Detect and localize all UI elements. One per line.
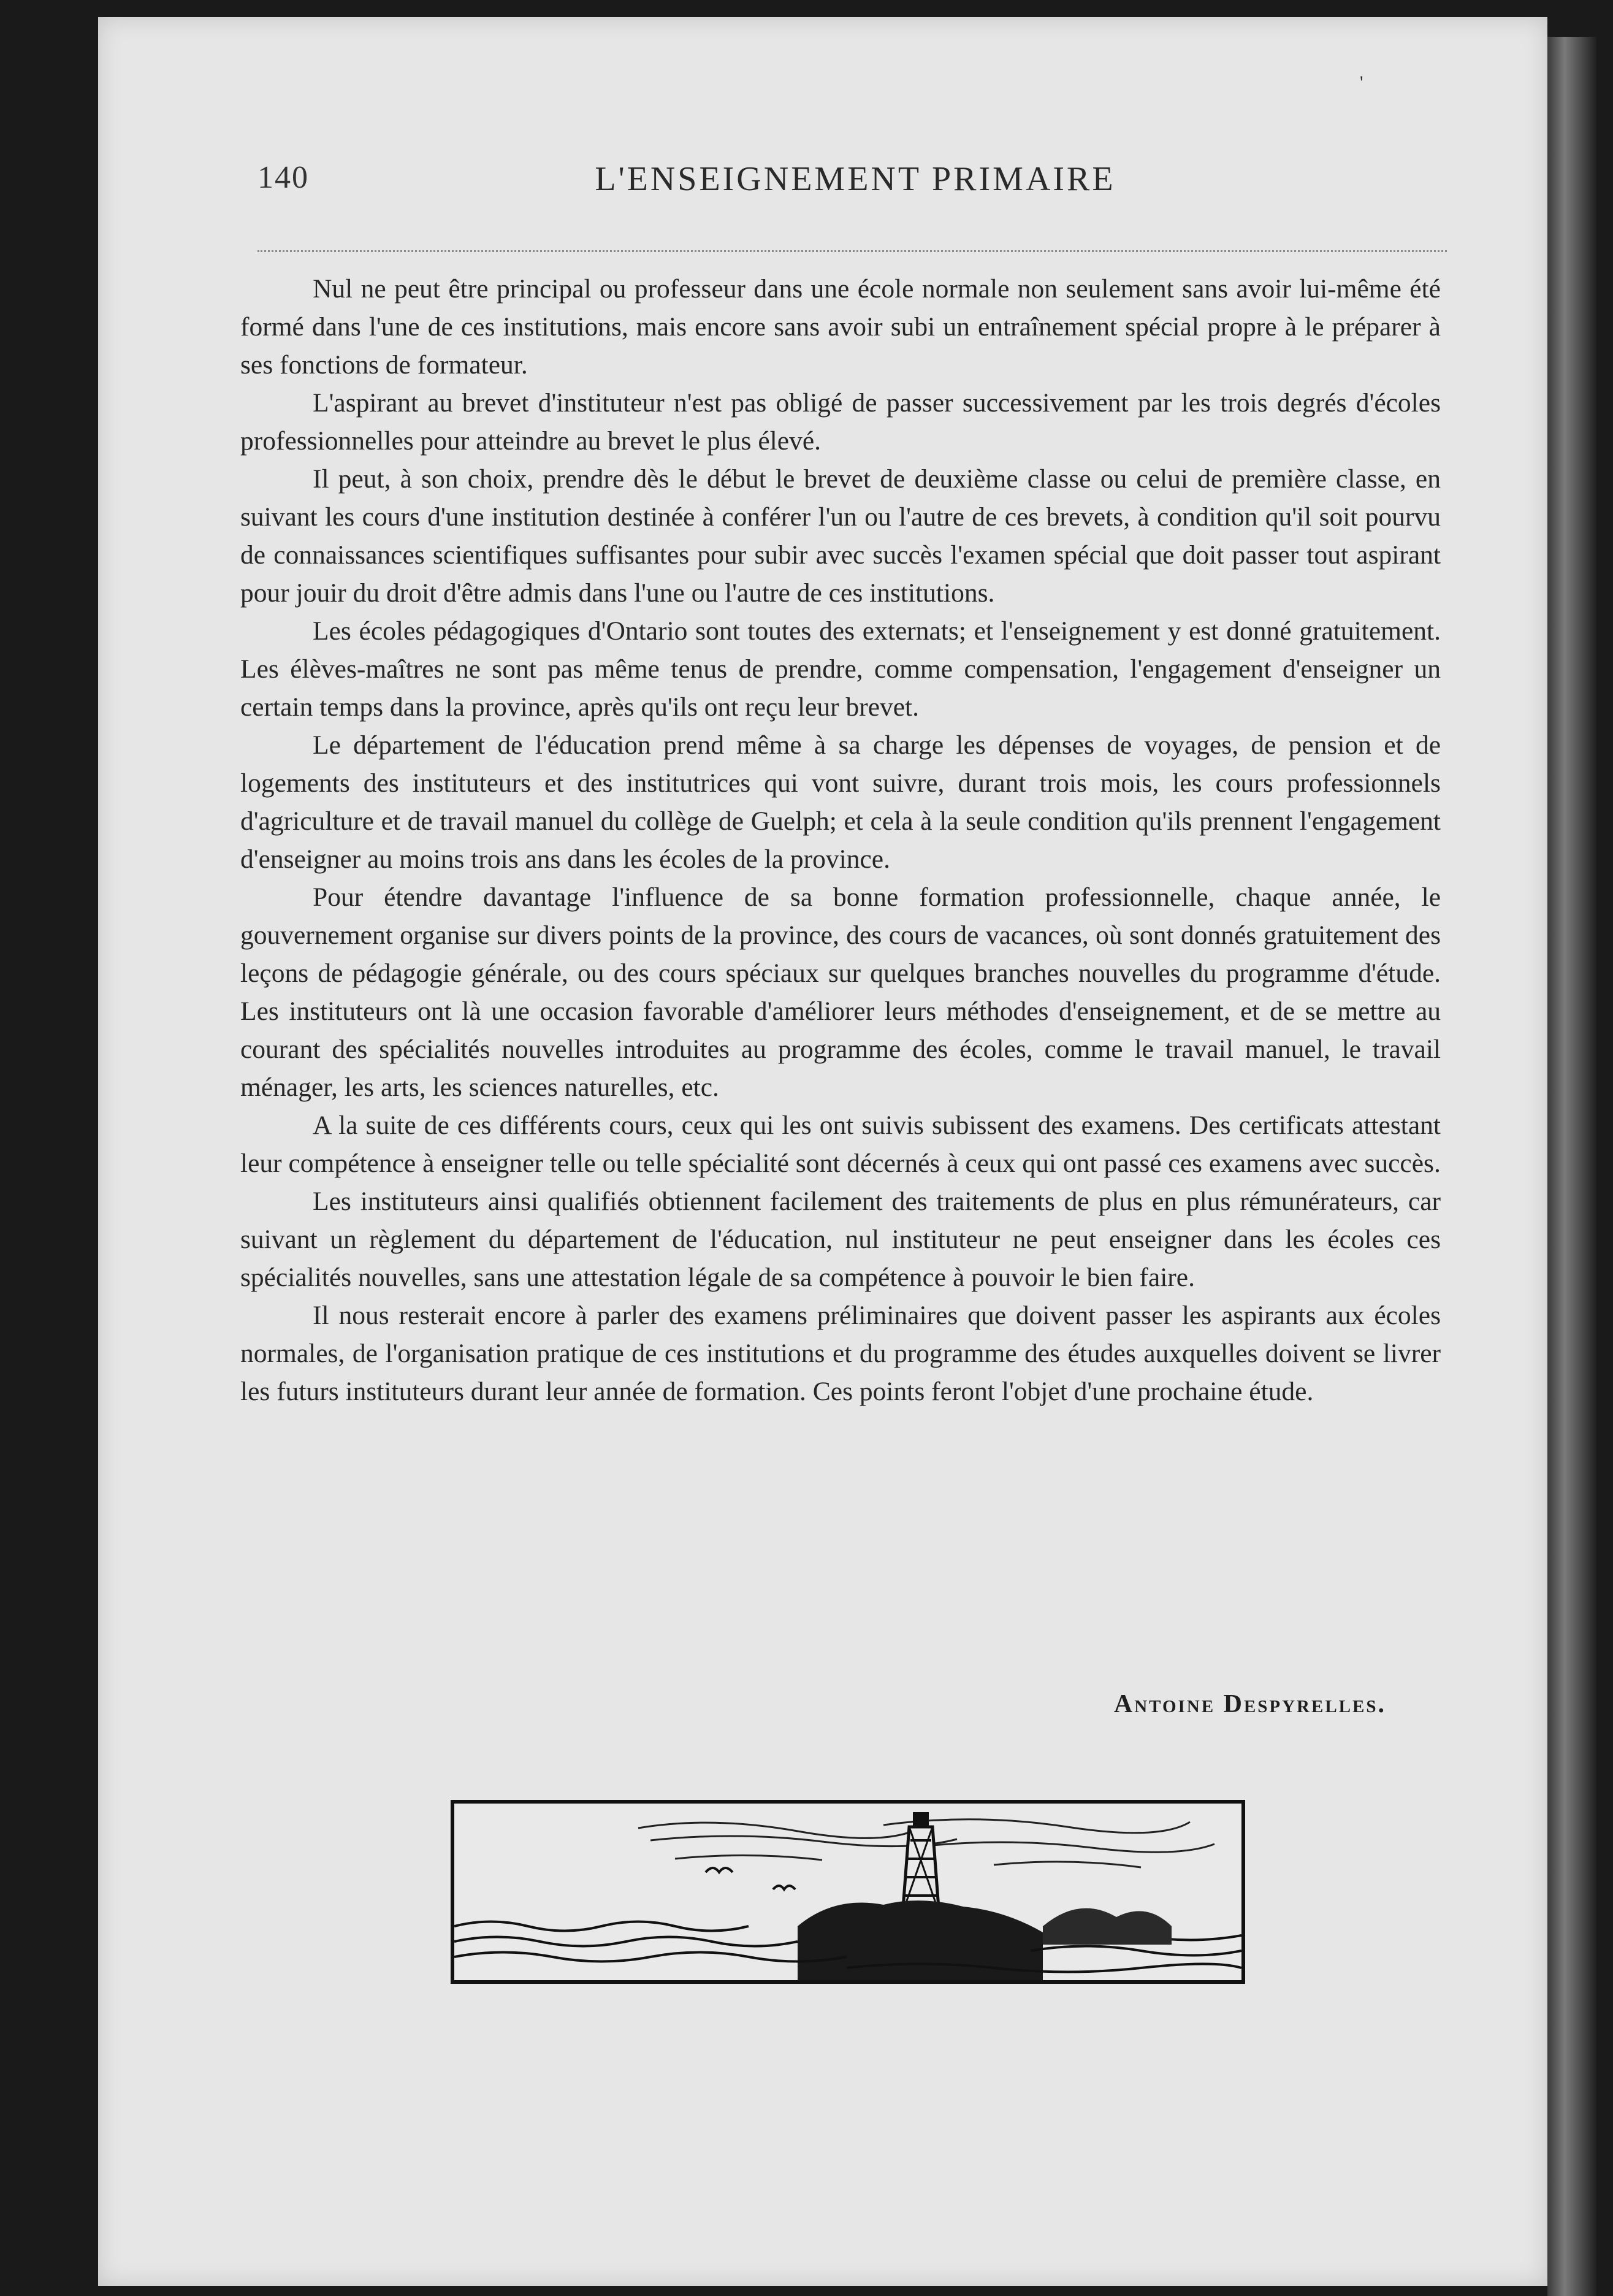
corner-mark: '	[1360, 72, 1363, 93]
paragraph: Nul ne peut être principal ou professeur dans une école normale non seulement sans avoir lui-même été formé dans l'une de ces institutions, mais encore sans avoir subi un entraînement spécial propre à le préparer à ses fonctions de formateur.	[240, 274, 1441, 380]
page-header	[257, 159, 1453, 209]
paragraph: Les instituteurs ainsi qualifiés obtiennent facilement des traitements de plus en plus rémunérateurs, car suivant un règlement du département de l'éducation, nul instituteur ne peut enseigner dans les écoles ces spécialités nouvelles, sans une attestation légale de sa compétence à pouvoir le bien faire.	[240, 1187, 1441, 1292]
paragraph: Pour étendre davantage l'influence de sa bonne formation professionnelle, chaque année, le gouvernement organise sur divers points de la province, des cours de vacances, où sont donnés gratuitement des leçons de pédagogie générale, ou des cours spéciaux sur quelques branches nouvelles du programme d'étude. Les instituteurs ont là une occasion favorable d'améliorer leurs méthodes d'enseignement, et de se mettre au courant des spécialités nouvelles introduites au programme des écoles, comme le travail manuel, le travail ménager, les arts, les sciences naturelles, etc.	[240, 882, 1441, 1102]
running-title: L'ENSEIGNEMENT PRIMAIRE	[595, 160, 1116, 198]
seagulls	[706, 1868, 795, 1889]
paragraph: Le département de l'éducation prend même à sa charge les dépenses de voyages, de pension et de logements des instituteurs et des institutrices qui vont suivre, durant trois mois, les cours professionnels d'agriculture et de travail manuel du collège de Guelph; et cela à la seule condition qu'ils prennent l'engagement d'enseigner au moins trois ans dans les écoles de la province.	[240, 730, 1441, 874]
lighthouse-tower	[903, 1812, 939, 1908]
article-body	[240, 270, 1441, 1410]
header-rule	[257, 250, 1447, 252]
wave-splash	[1043, 1908, 1172, 1945]
author-signature: Antoine Despyrelles.	[1113, 1690, 1386, 1718]
paragraph: Les écoles pédagogiques d'Ontario sont toutes des externats; et l'enseignement y est donné gratuitement. Les élèves-maîtres ne sont pas même tenus de prendre, comme compensation, l'engagement d'enseigner un certain temps dans la province, après qu'ils ont reçu leur brevet.	[240, 616, 1441, 722]
paragraph: Il nous resterait encore à parler des examens préliminaires que doivent passer les aspirants aux écoles normales, de l'organisation pratique de ces institutions et du programme des études auxquelles doivent se livrer les futurs instituteurs durant leur année de formation. Ces points feront l'objet d'une prochaine étude.	[240, 1301, 1441, 1406]
page-number: 140	[257, 160, 309, 195]
paragraph: Il peut, à son choix, prendre dès le début le brevet de deuxième classe ou celui de première classe, en suivant les cours d'une institution destinée à conférer l'un ou l'autre de ces brevets, à condition qu'il soit pourvu de connaissances scientifiques suffisantes pour subir avec succès l'examen spécial que doit passer tout aspirant pour jouir du droit d'être admis dans l'une ou l'autre de ces institutions.	[240, 464, 1441, 608]
book-spine-edge	[1547, 37, 1596, 2296]
paragraph: L'aspirant au brevet d'instituteur n'est pas obligé de passer successivement par les trois degrés d'écoles professionnelles pour atteindre au brevet le plus élevé.	[240, 388, 1441, 456]
lighthouse-illustration	[454, 1804, 1241, 1980]
lighthouse-vignette	[451, 1800, 1245, 1984]
paragraph: A la suite de ces différents cours, ceux qui les ont suivis subissent des examens. Des certificats attestant leur compétence à enseigner telle ou telle spécialité sont décernés à ceux qui ont passé ces examens avec succès.	[240, 1111, 1441, 1178]
